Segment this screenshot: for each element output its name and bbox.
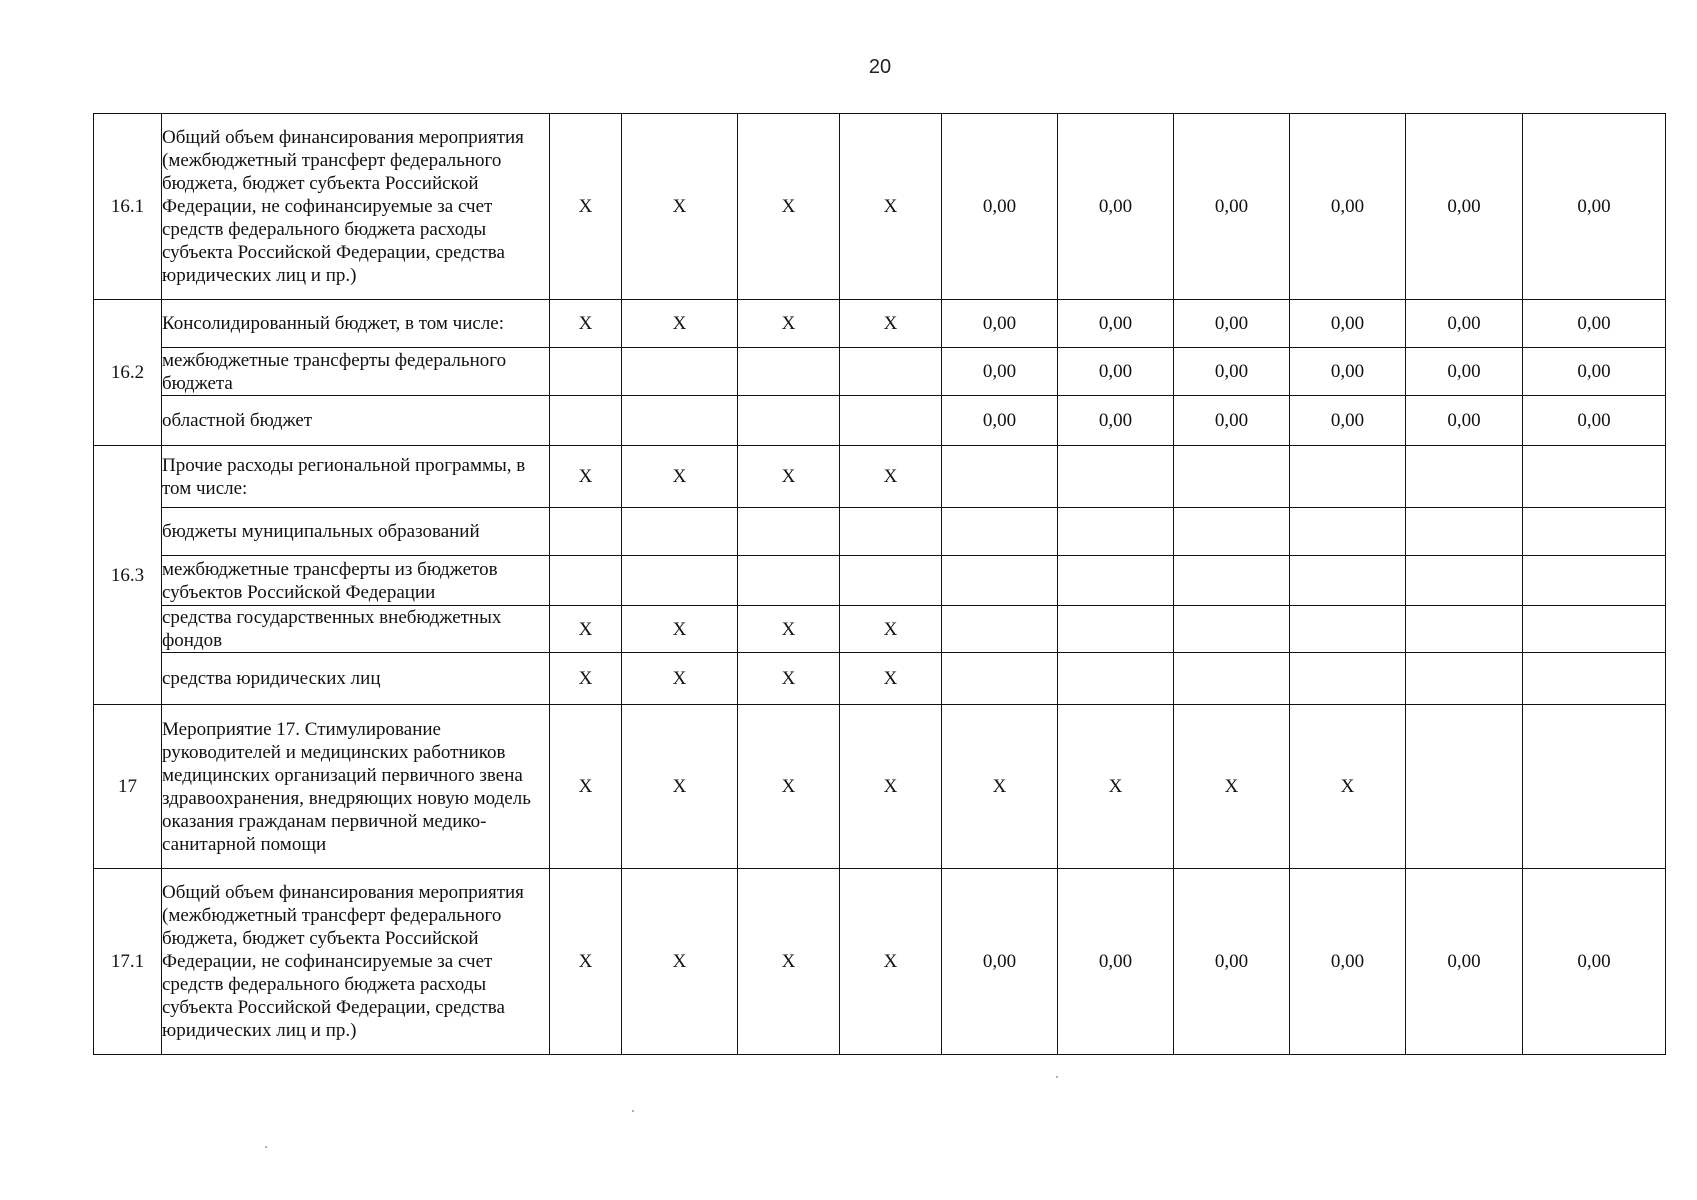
table-cell: 0,00 xyxy=(1406,300,1523,348)
table-row xyxy=(94,300,1666,348)
table-cell xyxy=(1290,653,1406,705)
table-cell: 0,00 xyxy=(1523,114,1666,300)
table-cell xyxy=(942,508,1058,556)
table-cell xyxy=(1058,653,1174,705)
table-cell: X xyxy=(1290,705,1406,869)
table-cell: X xyxy=(840,653,942,705)
table-row xyxy=(94,508,1666,556)
table-cell: X xyxy=(738,869,840,1055)
table-cell xyxy=(1523,653,1666,705)
table-cell: X xyxy=(622,653,738,705)
table-cell: 0,00 xyxy=(1290,348,1406,396)
table-cell xyxy=(1174,446,1290,508)
table-cell xyxy=(550,508,622,556)
table-cell: X xyxy=(738,446,840,508)
table-row xyxy=(94,653,1666,705)
table-cell: X xyxy=(1174,705,1290,869)
table-cell: X xyxy=(738,606,840,653)
row-label: Общий объем финансирования мероприятия (межбюджетный трансферт федерального бюджета, бюджет субъекта Российской Федерации, не софинансируемые за счет средств федерального бюджета расходы субъекта Российской Федерации, средства юридических лиц и пр.) xyxy=(162,114,550,300)
table-cell xyxy=(942,556,1058,606)
table-cell: 0,00 xyxy=(1058,869,1174,1055)
table-cell: 0,00 xyxy=(1290,114,1406,300)
table-cell: X xyxy=(550,869,622,1055)
table-cell xyxy=(738,556,840,606)
table-cell xyxy=(942,606,1058,653)
table-cell: 0,00 xyxy=(1290,869,1406,1055)
table-cell xyxy=(942,653,1058,705)
table-cell: X xyxy=(550,653,622,705)
table-cell xyxy=(622,348,738,396)
table-cell xyxy=(1058,446,1174,508)
table-cell xyxy=(550,396,622,446)
table-cell: X xyxy=(622,300,738,348)
table-cell xyxy=(1523,556,1666,606)
table-cell xyxy=(1058,606,1174,653)
table-cell: 0,00 xyxy=(1406,348,1523,396)
table-cell: X xyxy=(550,300,622,348)
table-body xyxy=(94,114,1666,1055)
table-cell: 0,00 xyxy=(1058,114,1174,300)
table-cell: 0,00 xyxy=(1523,348,1666,396)
table-cell: 0,00 xyxy=(1523,300,1666,348)
table-row xyxy=(94,705,1666,869)
table-cell: X xyxy=(1058,705,1174,869)
table-cell xyxy=(1290,556,1406,606)
scan-speck xyxy=(265,1146,267,1148)
table-cell xyxy=(1406,705,1523,869)
row-label: бюджеты муниципальных образований xyxy=(162,508,550,556)
table-cell: 0,00 xyxy=(1290,300,1406,348)
table-cell xyxy=(622,396,738,446)
table-cell xyxy=(738,508,840,556)
page-number: 20 xyxy=(868,56,892,78)
table-cell: 0,00 xyxy=(942,869,1058,1055)
table-cell: 0,00 xyxy=(1174,348,1290,396)
table-row xyxy=(94,606,1666,653)
table-cell xyxy=(738,348,840,396)
table-cell xyxy=(1406,606,1523,653)
table-cell xyxy=(1174,606,1290,653)
table-cell xyxy=(942,446,1058,508)
row-label: Мероприятие 17. Стимулирование руководителей и медицинских работников медицинских организаций первичного звена здравоохранения, внедряющих новую модель оказания гражданам первичной медико-санитарной помощи xyxy=(162,705,550,869)
table-cell xyxy=(1174,653,1290,705)
row-number: 16.1 xyxy=(94,114,162,300)
table-cell: X xyxy=(738,114,840,300)
table-cell xyxy=(840,348,942,396)
table-row xyxy=(94,446,1666,508)
table-cell: X xyxy=(622,606,738,653)
table-cell xyxy=(1406,508,1523,556)
table-cell xyxy=(1523,446,1666,508)
row-label: Консолидированный бюджет, в том числе: xyxy=(162,300,550,348)
table-cell: X xyxy=(622,705,738,869)
table-cell xyxy=(1406,653,1523,705)
row-label: межбюджетные трансферты федерального бюджета xyxy=(162,348,550,396)
row-label: Общий объем финансирования мероприятия (межбюджетный трансферт федерального бюджета, бюджет субъекта Российской Федерации, не софинансируемые за счет средств федерального бюджета расходы субъекта Российской Федерации, средства юридических лиц и пр.) xyxy=(162,869,550,1055)
table-cell: 0,00 xyxy=(1058,348,1174,396)
table-cell: 0,00 xyxy=(1406,114,1523,300)
table-row xyxy=(94,348,1666,396)
table-cell xyxy=(840,556,942,606)
table-cell: X xyxy=(550,446,622,508)
table-cell: 0,00 xyxy=(1058,396,1174,446)
table-cell xyxy=(738,396,840,446)
table-cell xyxy=(1174,556,1290,606)
table-cell: 0,00 xyxy=(1406,869,1523,1055)
table-cell: X xyxy=(840,446,942,508)
table-cell: 0,00 xyxy=(1058,300,1174,348)
table-cell: X xyxy=(738,705,840,869)
table-cell: 0,00 xyxy=(1290,396,1406,446)
table-cell xyxy=(1290,508,1406,556)
table-cell xyxy=(1290,606,1406,653)
table-row xyxy=(94,396,1666,446)
table-cell: X xyxy=(622,114,738,300)
table-cell xyxy=(1406,446,1523,508)
table-cell: X xyxy=(840,869,942,1055)
row-number: 17 xyxy=(94,705,162,869)
table-cell xyxy=(622,508,738,556)
table-cell: X xyxy=(550,705,622,869)
table-cell: X xyxy=(550,114,622,300)
budget-table xyxy=(93,113,1666,1055)
table-cell xyxy=(1523,508,1666,556)
table-cell xyxy=(1406,556,1523,606)
row-number: 17.1 xyxy=(94,869,162,1055)
row-number: 16.3 xyxy=(94,446,162,705)
table-cell: 0,00 xyxy=(942,114,1058,300)
row-label: областной бюджет xyxy=(162,396,550,446)
table-cell xyxy=(622,556,738,606)
table-cell: 0,00 xyxy=(1174,869,1290,1055)
table-cell: X xyxy=(738,300,840,348)
table-cell xyxy=(1058,556,1174,606)
table-cell: X xyxy=(738,653,840,705)
table-row xyxy=(94,556,1666,606)
table-cell: 0,00 xyxy=(942,300,1058,348)
table-cell: X xyxy=(550,606,622,653)
table-cell: 0,00 xyxy=(942,396,1058,446)
table-cell xyxy=(550,348,622,396)
table-cell xyxy=(1523,705,1666,869)
table-cell: X xyxy=(840,606,942,653)
row-label: средства государственных внебюджетных фондов xyxy=(162,606,550,653)
row-label: Прочие расходы региональной программы, в том числе: xyxy=(162,446,550,508)
table-cell: 0,00 xyxy=(942,348,1058,396)
table-row xyxy=(94,869,1666,1055)
table-cell: X xyxy=(840,300,942,348)
table-cell: X xyxy=(942,705,1058,869)
table-cell xyxy=(840,396,942,446)
table-cell: X xyxy=(840,114,942,300)
table-row xyxy=(94,114,1666,300)
scan-speck xyxy=(1056,1076,1058,1078)
scan-speck xyxy=(632,1110,634,1112)
row-label: средства юридических лиц xyxy=(162,653,550,705)
table-cell xyxy=(550,556,622,606)
row-label: межбюджетные трансферты из бюджетов субъектов Российской Федерации xyxy=(162,556,550,606)
table-cell: 0,00 xyxy=(1174,396,1290,446)
table-cell: 0,00 xyxy=(1406,396,1523,446)
table-cell xyxy=(840,508,942,556)
table-cell xyxy=(1058,508,1174,556)
table-cell: 0,00 xyxy=(1523,869,1666,1055)
table-cell xyxy=(1174,508,1290,556)
table-cell: X xyxy=(840,705,942,869)
row-number: 16.2 xyxy=(94,300,162,446)
table-cell: 0,00 xyxy=(1523,396,1666,446)
table-cell: 0,00 xyxy=(1174,300,1290,348)
table-cell xyxy=(1290,446,1406,508)
table-cell: 0,00 xyxy=(1174,114,1290,300)
table-cell xyxy=(1523,606,1666,653)
table-cell: X xyxy=(622,869,738,1055)
table-cell: X xyxy=(622,446,738,508)
